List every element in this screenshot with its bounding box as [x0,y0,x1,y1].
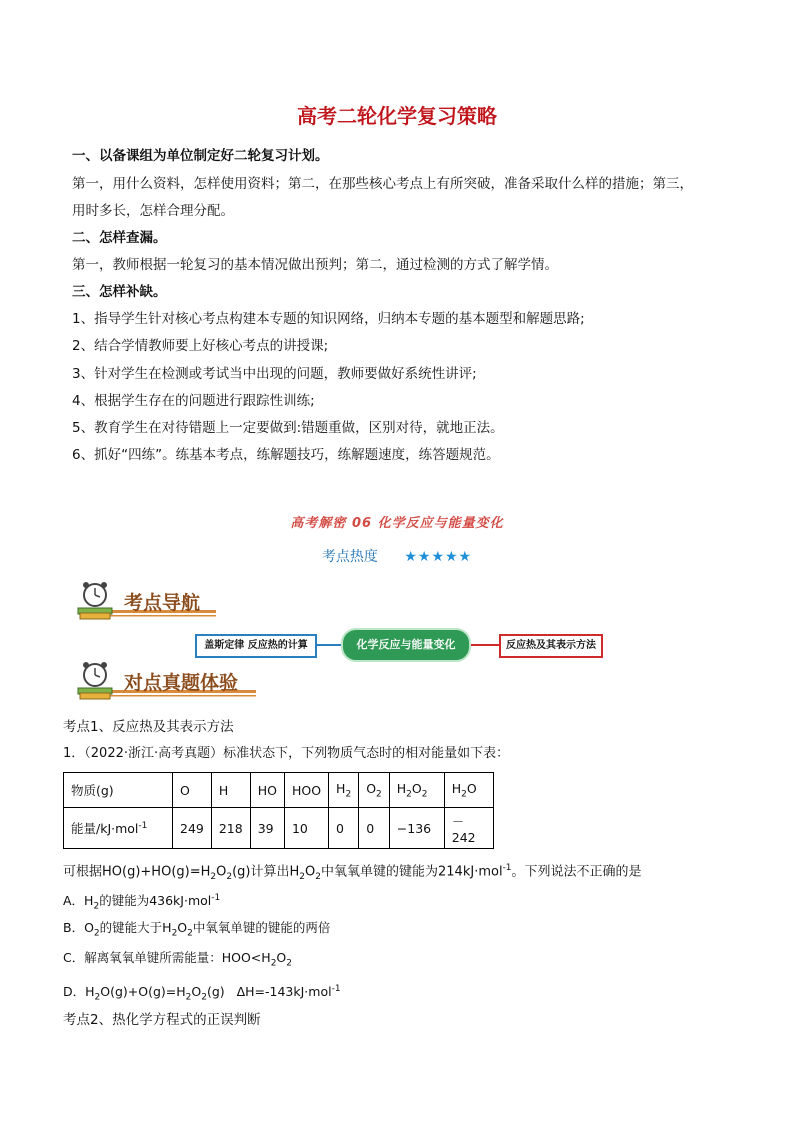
topic-flow-diagram [195,628,605,662]
list-item: 1、指导学生针对核心考点构建本专题的知识网络，归纳本专题的基本题型和解题思路; [72,311,585,327]
option-a: A．$H_2$的键能为436kJ·mol$^{-1}$ [63,893,221,912]
table-cell: $O_2$ [359,773,390,808]
table-cell: $H_2O_2$ [389,773,444,808]
banner-exp [76,660,256,702]
heat-rating [0,546,794,566]
q1-text-b: 计算出 [250,864,290,880]
flow-box-right: 反应热及其表示方法 [499,634,603,658]
list-item: 6、抓好“四练”。练基本考点，练解题技巧，练解题速度，练答题规范。 [72,447,500,463]
flow-connector-left [313,644,343,646]
table-cell: O [173,773,212,808]
q1-text-d: 。下列说法不正确的是 [511,864,642,880]
table-cell: －242 [444,808,493,849]
banner-nav [76,580,216,622]
option-d: D．$H_2O(g)+O(g)=H_2O_2(g)$ ΔH=-143kJ·mol$^{-1}$ [63,984,341,1003]
table-row [64,808,494,849]
section-1-line-1: 第一，用什么资料，怎样使用资料；第二，在那些核心考点上有所突破，准备采取什么样的措施；第三， [72,176,693,192]
table-cell: 10 [284,808,328,849]
page-title: 高考二轮化学复习策略 [297,104,497,128]
table-cell: 物质(g) [64,773,173,808]
section-1-line-2: 用时多长，怎样合理分配。 [72,203,234,219]
q1-body: 可根据$HO(g)+HO(g)=H_2O_2(g)$计算出$H_2O_2$中氧氧单键的键能为214kJ·mol$^{-1}$。下列说法不正确的是 [63,863,642,882]
q1-stem: 1．（2022·浙江·高考真题）标准状态下，下列物质气态时的相对能量如下表： [63,746,510,761]
table-row [64,773,494,808]
table-cell: HOO [284,773,328,808]
section-1-heading: 一、以备课组为单位制定好二轮复习计划。 [72,148,329,164]
option-b: B．$O_2$的键能大于$H_2O_2$中氧氧单键的键能的两倍 [63,920,331,939]
table-cell: H [211,773,250,808]
option-c: C．解离氧氧单键所需能量：$HOO<H_2O_2$ [63,950,292,969]
table-cell: 39 [250,808,284,849]
list-item: 4、根据学生存在的问题进行跟踪性训练; [72,393,315,409]
banner-exp-label: 对点真题体验 [124,672,239,694]
table-cell: 0 [329,808,359,849]
table-cell: HO [250,773,284,808]
table-cell: $H_2$ [329,773,359,808]
list-item: 2、结合学情教师要上好核心考点的讲授课; [72,338,329,354]
section-title: 高考解密 06 化学反应与能量变化 [290,516,504,531]
banner-nav-label: 考点导航 [124,592,201,614]
list-item: 5、教育学生在对待错题上一定要做到:错题重做，区别对待，就地正法。 [72,420,504,436]
table-cell: −136 [389,808,444,849]
table-cell: $H_2O$ [444,773,493,808]
kp1-heading: 考点1、反应热及其表示方法 [63,719,234,735]
q1-text-c: 中氧氧单键的键能为 [321,864,439,880]
flow-connector-right [469,644,501,646]
kp2-heading: 考点2、热化学方程式的正误判断 [63,1012,261,1028]
section-2-heading: 二、怎样查漏。 [72,230,167,246]
list-item: 3、针对学生在检测或考试当中出现的问题，教师要做好系统性讲评; [72,366,477,382]
heat-label: 考点热度 [321,549,378,565]
table-cell: 218 [211,808,250,849]
flow-box-left: 盖斯定律 反应热的计算 [195,634,317,658]
table-cell: 249 [173,808,212,849]
energy-table [63,772,494,849]
flow-box-center: 化学反应与能量变化 [341,628,471,662]
table-cell: 0 [359,808,390,849]
q1-text-a: 可根据 [63,864,103,880]
table-cell: 能量/kJ·mol$^{-1}$ [64,808,173,849]
section-2-line-1: 第一，教师根据一轮复习的基本情况做出预判；第二，通过检测的方式了解学情。 [72,257,558,273]
star-rating-icon: ★★★★★ [404,549,473,565]
section-3-heading: 三、怎样补缺。 [72,284,167,300]
